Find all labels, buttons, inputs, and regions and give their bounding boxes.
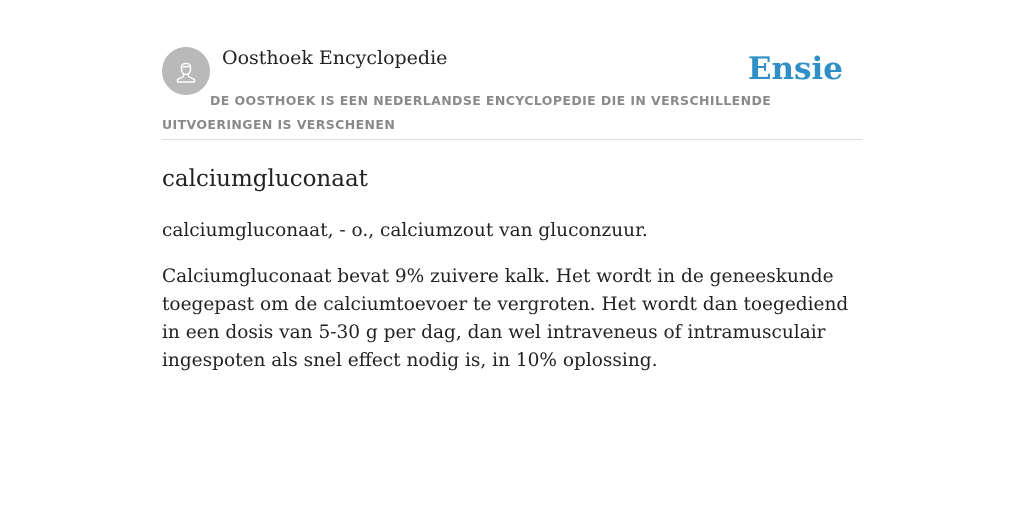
- source-avatar[interactable]: [162, 47, 210, 95]
- ensie-logo-link[interactable]: Ensie: [747, 51, 843, 87]
- page-container: [162, 0, 862, 371]
- entry-lead: calciumgluconaat, - o., calciumzout van gluconzuur.: [162, 220, 648, 241]
- source-description: DE OOSTHOEK IS EEN NEDERLANDSE ENCYCLOPEDIE DIE IN VERSCHILLENDE UITVOERINGEN IS VERSCHENEN: [162, 93, 772, 132]
- user-silhouette-icon: [171, 56, 201, 86]
- source-header: [162, 0, 862, 140]
- entry-body: Calciumgluconaat bevat 9% zuivere kalk. Het wordt in de geneeskunde toegepast om de calciumtoevoer te vergroten. Het wordt dan toegediend in een dosis van 5-30 g per dag, dan wel intraveneus of intramusculair ingespoten als snel effect nodig is, in 10% oplossing.: [162, 266, 849, 371]
- source-name[interactable]: Oosthoek Encyclopedie: [222, 47, 448, 69]
- entry-title: calciumgluconaat: [162, 166, 368, 192]
